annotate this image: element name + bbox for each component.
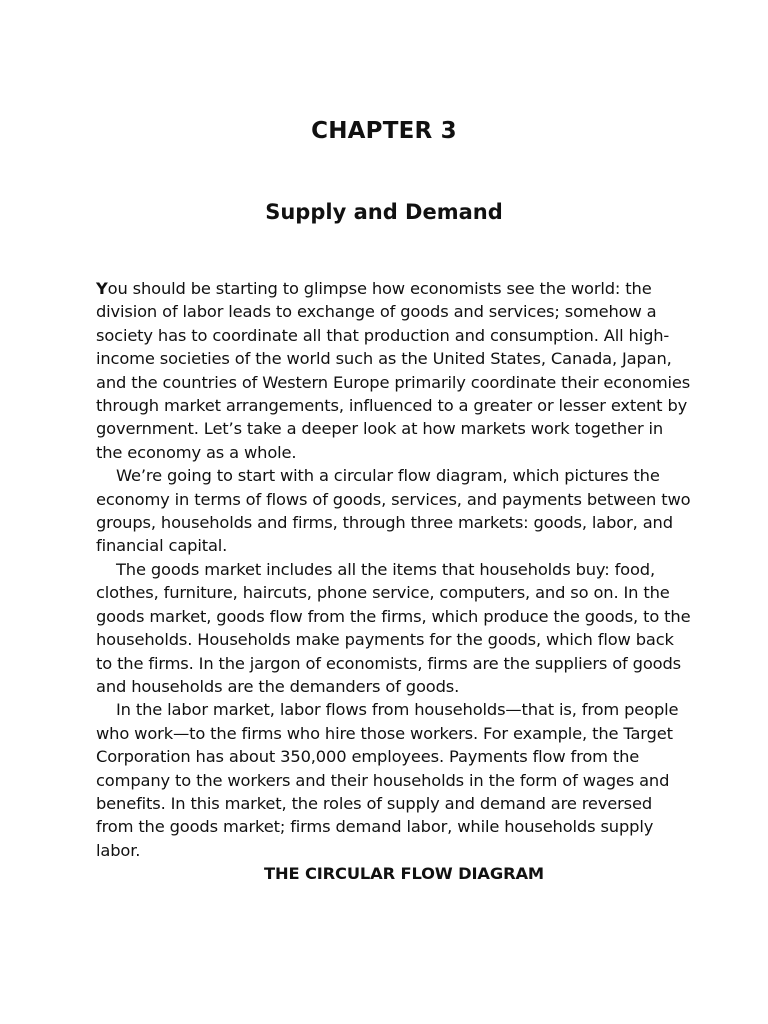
paragraph-intro (96, 277, 692, 464)
figure-caption: THE CIRCULAR FLOW DIAGRAM (264, 864, 544, 884)
chapter-title: Supply and Demand (265, 200, 503, 224)
drop-cap: Y (96, 279, 108, 298)
paragraph-circular-flow: We’re going to start with a circular flow diagram, which pictures the economy in terms of flows of goods, services, and payments between two groups, households and firms, through three markets: goods, labor, and financial capital. (96, 466, 691, 556)
chapter-number: CHAPTER 3 (311, 118, 457, 144)
chapter-body (96, 277, 692, 886)
paragraph-goods-market: The goods market includes all the items that households buy: food, clothes, furniture, haircuts, phone service, computers, and so on. In the goods market, goods flow from the firms, which produce the goods, to the households. Households make payments for the goods, which flow back to the firms. In the jargon of economists, firms are the suppliers of goods and households are the demanders of goods. (96, 559, 691, 696)
paragraph-labor-market: In the labor market, labor flows from households—that is, from people who work—to the firms who hire those workers. For example, the Target Corporation has about 350,000 employees. Payments flow from the company to the workers and their households in the form of wages and benefits. In this market, the roles of supply and demand are reversed from the goods market; firms demand labor, while households supply labor. (96, 700, 679, 860)
paragraph-intro-text: ou should be starting to glimpse how economists see the world: the division of labor leads to exchange of goods and services; somehow a society has to coordinate all that production and consumption. All high-income societies of the world such as the United States, Canada, Japan, and the countries of Western Europe primarily coordinate their economies through market arrangements, influenced to a greater or lesser extent by government. Let’s take a deeper look at how markets work together in the economy as a whole. (96, 279, 691, 462)
